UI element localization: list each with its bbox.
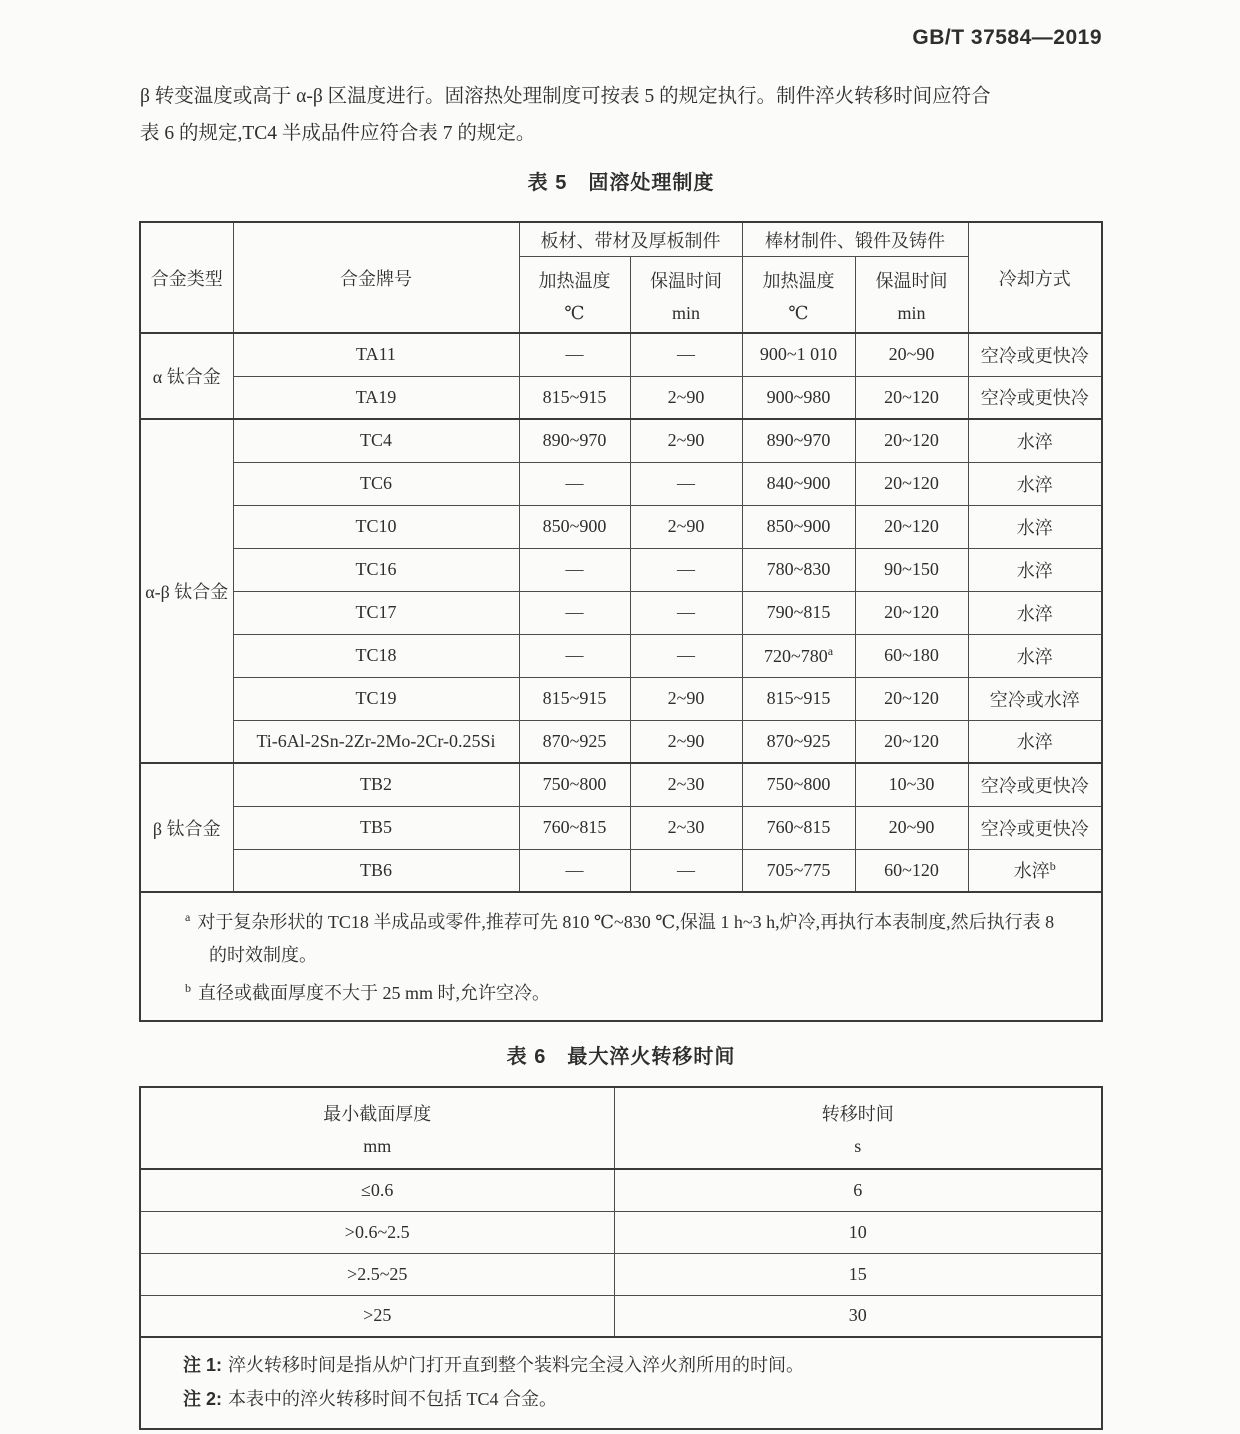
cell-grade: TC17 — [233, 591, 519, 634]
note-1: 注 1: 淬火转移时间是指从炉门打开直到整个装料完全浸入淬火剂所用的时间。 — [183, 1355, 805, 1375]
cell-grade: TC6 — [233, 462, 519, 505]
table-row — [140, 462, 1102, 505]
standard-number: GB/T 37584—2019 — [912, 26, 1102, 49]
table-row — [140, 548, 1102, 591]
cell-plate-time: 2~30 — [630, 763, 742, 806]
cell-thickness: ≤0.6 — [140, 1169, 614, 1211]
header-group-plate: 板材、带材及厚板制件 — [519, 222, 742, 257]
cell-plate-temp: — — [519, 333, 630, 376]
table-row — [140, 333, 1102, 376]
cell-grade: TB6 — [233, 849, 519, 892]
table-row — [140, 1169, 1102, 1211]
intro-line-1: β 转变温度或高于 α-β 区温度进行。固溶热处理制度可按表 5 的规定执行。制件淬火转移时间应符合 — [140, 86, 991, 107]
table-row — [140, 419, 1102, 462]
cell-grade: TC16 — [233, 548, 519, 591]
table-row — [140, 1211, 1102, 1253]
cell-plate-time: 2~90 — [630, 720, 742, 763]
table-footnotes — [140, 892, 1102, 1021]
table-row — [140, 591, 1102, 634]
cell-bar-time: 20~120 — [855, 720, 968, 763]
header-bar-hold-time: 保温时间 min — [855, 257, 968, 334]
cell-bar-temp: 705~775 — [742, 849, 855, 892]
cell-alloy-type: α 钛合金 — [140, 333, 233, 419]
cell-bar-time: 20~120 — [855, 419, 968, 462]
header-plate-hold-time: 保温时间 min — [630, 257, 742, 334]
cell-bar-temp: 760~815 — [742, 806, 855, 849]
table-notes-row — [140, 1337, 1102, 1429]
cell-bar-time: 60~120 — [855, 849, 968, 892]
cell-cooling: 空冷或更快冷 — [968, 333, 1102, 376]
cell-cooling: 水淬 — [968, 720, 1102, 763]
cell-bar-time: 20~90 — [855, 806, 968, 849]
cell-bar-time: 90~150 — [855, 548, 968, 591]
table-row — [140, 677, 1102, 720]
cell-grade: TB5 — [233, 806, 519, 849]
cell-cooling: 空冷或水淬 — [968, 677, 1102, 720]
cell-cooling: 水淬 — [968, 548, 1102, 591]
cell-plate-temp: 815~915 — [519, 376, 630, 419]
cell-plate-temp: — — [519, 462, 630, 505]
header-bar-heat-temp: 加热温度 ℃ — [742, 257, 855, 334]
table-row — [140, 634, 1102, 677]
cell-alloy-type: α-β 钛合金 — [140, 419, 233, 763]
cell-plate-time: 2~90 — [630, 505, 742, 548]
cell-plate-temp: — — [519, 591, 630, 634]
cell-plate-time: 2~90 — [630, 677, 742, 720]
table-row — [140, 376, 1102, 419]
header-alloy-type: 合金类型 — [140, 222, 233, 333]
intro-paragraph — [140, 78, 1108, 152]
cell-grade: Ti-6Al-2Sn-2Zr-2Mo-2Cr-0.25Si — [233, 720, 519, 763]
cell-bar-time: 20~120 — [855, 591, 968, 634]
table5-title: 表 5 固溶处理制度 — [527, 172, 715, 194]
table6-title: 表 6 最大淬火转移时间 — [506, 1046, 736, 1068]
cell-bar-temp: 780~830 — [742, 548, 855, 591]
note-1-label: 注 1: — [183, 1355, 223, 1375]
table-row — [140, 806, 1102, 849]
cell-bar-temp: 900~1 010 — [742, 333, 855, 376]
note-2: 注 2: 本表中的淬火转移时间不包括 TC4 合金。 — [183, 1389, 558, 1409]
footnote-a: $^a$ 对于复杂形状的 TC18 半成品或零件,推荐可先 810 ℃~830 ℃,保温 1 h~3 h,炉冷,再执行本表制度,然后执行表 8 的时效制度。 — [185, 910, 1055, 965]
table-footnotes-row — [140, 892, 1102, 1021]
cell-bar-temp: 870~925 — [742, 720, 855, 763]
cell-grade: TC10 — [233, 505, 519, 548]
cell-bar-time: 10~30 — [855, 763, 968, 806]
cell-plate-temp: 850~900 — [519, 505, 630, 548]
cell-plate-time: — — [630, 634, 742, 677]
cell-thickness: >0.6~2.5 — [140, 1211, 614, 1253]
table-row — [140, 720, 1102, 763]
cell-plate-temp: — — [519, 849, 630, 892]
table-row — [140, 1253, 1102, 1295]
footnote-b-marker: b — [185, 981, 191, 995]
footnote-marker-a: a — [827, 644, 834, 658]
cell-plate-temp: 760~815 — [519, 806, 630, 849]
footnote-marker-b: b — [1049, 859, 1056, 874]
cell-cooling: 水淬 — [968, 462, 1102, 505]
cell-plate-time: 2~30 — [630, 806, 742, 849]
header-alloy-grade: 合金牌号 — [233, 222, 519, 333]
cell-bar-time: 60~180 — [855, 634, 968, 677]
intro-line-2: 表 6 的规定,TC4 半成品件应符合表 7 的规定。 — [140, 123, 536, 144]
cell-bar-temp: 840~900 — [742, 462, 855, 505]
note-2-label: 注 2: — [183, 1389, 223, 1409]
cell-thickness: >2.5~25 — [140, 1253, 614, 1295]
header-min-thickness: 最小截面厚度 mm — [140, 1087, 614, 1169]
cell-plate-temp: 870~925 — [519, 720, 630, 763]
cell-time: 30 — [614, 1295, 1102, 1337]
cell-cooling: 水淬$^b$ — [968, 849, 1102, 892]
table-notes — [140, 1337, 1102, 1429]
cell-time: 15 — [614, 1253, 1102, 1295]
cell-grade: TC19 — [233, 677, 519, 720]
table-row — [140, 763, 1102, 806]
table-row — [140, 1295, 1102, 1337]
cell-thickness: >25 — [140, 1295, 614, 1337]
cell-plate-time: 2~90 — [630, 376, 742, 419]
cell-bar-temp: 900~980 — [742, 376, 855, 419]
table-row — [140, 505, 1102, 548]
cell-bar-time: 20~120 — [855, 505, 968, 548]
cell-bar-time: 20~120 — [855, 677, 968, 720]
header-transfer-time: 转移时间 s — [614, 1087, 1102, 1169]
cell-grade: TC18 — [233, 634, 519, 677]
cell-cooling: 水淬 — [968, 634, 1102, 677]
cell-cooling: 空冷或更快冷 — [968, 763, 1102, 806]
cell-bar-time: 20~90 — [855, 333, 968, 376]
cell-time: 6 — [614, 1169, 1102, 1211]
cell-plate-time: — — [630, 591, 742, 634]
cell-bar-temp: 750~800 — [742, 763, 855, 806]
cell-bar-time: 20~120 — [855, 462, 968, 505]
cell-cooling: 水淬 — [968, 505, 1102, 548]
cell-plate-time: — — [630, 333, 742, 376]
cell-alloy-type: β 钛合金 — [140, 763, 233, 892]
footnote-b: $^b$ 直径或截面厚度不大于 25 mm 时,允许空冷。 — [185, 981, 551, 1003]
cell-grade: TB2 — [233, 763, 519, 806]
header-cooling: 冷却方式 — [968, 222, 1102, 333]
cell-grade: TA19 — [233, 376, 519, 419]
cell-time: 10 — [614, 1211, 1102, 1253]
cell-cooling: 空冷或更快冷 — [968, 376, 1102, 419]
cell-plate-time: — — [630, 849, 742, 892]
cell-cooling: 水淬 — [968, 591, 1102, 634]
cell-plate-temp: 750~800 — [519, 763, 630, 806]
cell-plate-time: — — [630, 548, 742, 591]
header-group-bar: 棒材制件、锻件及铸件 — [742, 222, 968, 257]
cell-plate-time: — — [630, 462, 742, 505]
cell-bar-temp: 850~900 — [742, 505, 855, 548]
cell-plate-time: 2~90 — [630, 419, 742, 462]
cell-plate-temp: 815~915 — [519, 677, 630, 720]
cell-bar-temp: 815~915 — [742, 677, 855, 720]
footnote-a-marker: a — [185, 910, 191, 924]
cell-cooling: 水淬 — [968, 419, 1102, 462]
cell-plate-temp: — — [519, 548, 630, 591]
cell-plate-temp: 890~970 — [519, 419, 630, 462]
cell-grade: TA11 — [233, 333, 519, 376]
table5-solution-treatment — [139, 221, 1103, 1022]
header-plate-heat-temp: 加热温度 ℃ — [519, 257, 630, 334]
cell-bar-temp: 790~815 — [742, 591, 855, 634]
cell-bar-temp: 890~970 — [742, 419, 855, 462]
cell-cooling: 空冷或更快冷 — [968, 806, 1102, 849]
table6-quench-transfer-time — [139, 1086, 1103, 1430]
cell-plate-temp: — — [519, 634, 630, 677]
cell-bar-temp: 720~780$^a$ — [742, 634, 855, 677]
cell-bar-time: 20~120 — [855, 376, 968, 419]
cell-grade: TC4 — [233, 419, 519, 462]
table-row — [140, 849, 1102, 892]
